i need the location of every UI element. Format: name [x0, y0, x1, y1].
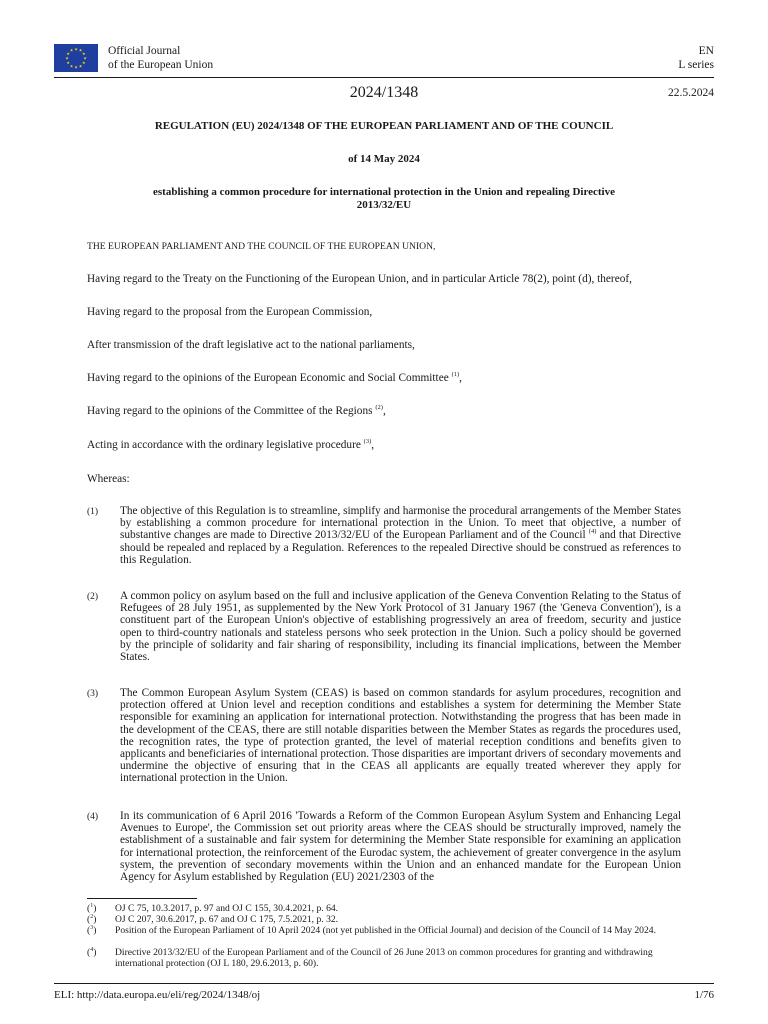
svg-text:★: ★	[82, 60, 86, 65]
recital-number-2: (2)	[87, 592, 99, 602]
eu-flag-logo	[54, 44, 98, 72]
document-number: 2024/1348	[349, 84, 419, 101]
svg-text:★: ★	[69, 63, 74, 69]
citation-procedure-text: Acting in accordance with the ordinary legislative procedure	[87, 439, 361, 451]
footnote-mark-3: ($^3$)	[87, 925, 97, 937]
language-code: EN	[698, 45, 714, 57]
footnote-mark-2: ($^2$)	[87, 914, 97, 926]
header-rule	[54, 77, 714, 78]
citation-treaty: Having regard to the Treaty on the Functioning of the European Union, and in particular Article 78(2), point (d), thereof,	[87, 273, 632, 285]
footnote-3: Position of the European Parliament of 10 April 2024 (not yet published in the Official Journal) and decision of the Council of 14 May 2024.	[115, 925, 656, 936]
svg-text:★: ★	[83, 55, 87, 61]
footnote-ref-3[interactable]: (3)	[363, 438, 372, 446]
footnote-mark-2-number: 2	[90, 914, 94, 920]
footer-rule	[54, 983, 714, 984]
journal-title-line2: of the European Union	[108, 59, 214, 71]
footnote-ref-4[interactable]: (4)	[588, 528, 597, 536]
citation-transmission: After transmission of the draft legislative act to the national parliaments,	[87, 339, 415, 351]
citation-regions-text: Having regard to the opinions of the Committee of the Regions	[87, 405, 373, 417]
citation-ecosoc-text: Having regard to the opinions of the European Economic and Social Committee	[87, 372, 449, 384]
citation-ecosoc	[87, 372, 462, 384]
recital-1	[120, 505, 681, 566]
footnote-2: OJ C 207, 30.6.2017, p. 67 and OJ C 175, 7.5.2021, p. 32.	[115, 914, 339, 925]
footnote-mark-1: ($^1$)	[87, 903, 97, 915]
recital-number-3: (3)	[87, 689, 99, 699]
series-label: L series	[678, 59, 714, 71]
footnote-ref-2[interactable]: (2)	[375, 404, 383, 412]
recital-2: A common policy on asylum based on the full and inclusive application of the Geneva Convention Relating to the Status of Refugees of 28 July 1951, as supplemented by the New York Protocol of 31 January 1967 (the 'Geneva Convention'), is a constituent part of the European Union's objective of establishing progressively an area of freedom, security and justice open to third-country nationals and stateless persons who seek protection in the Union. Such a policy should be governed by the principle of solidarity and fair sharing of responsibility, including its financial implications, between the Member States.	[120, 590, 681, 664]
footnote-mark-4: ($^4$)	[87, 947, 97, 959]
page-number: 1/76	[694, 989, 714, 1001]
citation-regions-end: ,	[382, 405, 386, 417]
svg-text:★: ★	[78, 47, 83, 53]
svg-text:★: ★	[82, 51, 86, 56]
regulation-title: REGULATION (EU) 2024/1348 OF THE EUROPEAN PARLIAMENT AND OF THE COUNCIL	[154, 120, 614, 132]
footnote-4: Directive 2013/32/EU of the European Parliament and of the Council of 26 June 2013 on common procedures for granting and withdrawing international protection (OJ L 180, 29.6.2013, p. 60).	[115, 947, 653, 969]
publication-date: 22.5.2024	[668, 87, 714, 99]
regulation-subject-line2: 2013/32/EU	[356, 199, 412, 211]
journal-title-line1: Official Journal	[108, 45, 181, 57]
footnote-mark-1-number: 1	[90, 903, 94, 909]
footnote-1: OJ C 75, 10.3.2017, p. 97 and OJ C 155, 30.4.2021, p. 64.	[115, 903, 339, 914]
svg-text:★: ★	[66, 51, 70, 56]
citation-regions	[87, 405, 386, 417]
svg-text:★: ★	[74, 46, 78, 52]
citation-ecosoc-end: ,	[459, 372, 462, 384]
regulation-subject-line1: establishing a common procedure for international protection in the Union and repealing Directive	[153, 186, 615, 198]
citation-procedure	[87, 439, 374, 451]
enacting-formula: THE EUROPEAN PARLIAMENT AND THE COUNCIL OF THE EUROPEAN UNION,	[87, 241, 436, 252]
footnote-mark-4-number: 4	[90, 947, 94, 953]
eli-link[interactable]: ELI: http://data.europa.eu/eli/reg/2024/1348/oj	[54, 989, 261, 1001]
svg-text:★: ★	[69, 47, 74, 53]
regulation-date: of 14 May 2024	[348, 153, 420, 165]
recital-1-text-a: The objective of this Regulation is to streamline, simplify and harmonise the procedural arrangements of the Member States by establishing a common procedure for international protection in the Union. To meet that objective, a number of substantive changes are made to Directive 2013/32/EU of the European Parliament and of the Council	[120, 505, 681, 542]
svg-text:★: ★	[65, 55, 69, 61]
recital-number-4: (4)	[87, 812, 99, 822]
whereas-heading: Whereas:	[87, 473, 130, 485]
footnote-ref-1[interactable]: (1)	[451, 371, 460, 379]
recital-3: The Common European Asylum System (CEAS) is based on common standards for asylum procedures, recognition and protection offered at Union level and reception conditions and establishes a system for determining the Member State responsible for examining an application for international protection. Notwithstanding the progress that has been made in the development of the CEAS, there are still notable disparities between the Member States as regards the procedures used, the recognition rates, the type of protection granted, the level of material reception conditions and benefits given to applicants and beneficiaries of international protection. Those disparities are important drivers of secondary movements and undermine the objective of ensuring that in the CEAS all applicants are equally treated wherever they apply for international protection in the Union.	[120, 687, 681, 785]
recital-number-1: (1)	[87, 507, 99, 517]
footnote-rule	[87, 898, 197, 899]
citation-procedure-end: ,	[371, 439, 375, 451]
svg-text:★: ★	[78, 63, 83, 69]
footnote-mark-3-number: 3	[90, 925, 94, 931]
svg-text:★: ★	[66, 60, 70, 65]
svg-text:★: ★	[74, 64, 78, 70]
recital-1-text-b: and that Directive should be repealed and replaced by a Regulation. References to the repealed Directive should be construed as references to this Regulation.	[120, 529, 682, 566]
recital-4: In its communication of 6 April 2016 'Towards a Reform of the Common European Asylum System and Enhancing Legal Avenues to Europe', the Commission set out priority areas where the CEAS should be structurally improved, namely the establishment of a sustainable and fair system for determining the Member State responsible for examining an application for international protection, the reinforcement of the Eurodac system, the achievement of greater convergence in the asylum system, the prevention of secondary movements within the Union and an enhanced mandate for the European Union Agency for Asylum established by Regulation (EU) 2021/2303 of the	[120, 810, 681, 884]
citation-proposal: Having regard to the proposal from the European Commission,	[87, 306, 373, 318]
